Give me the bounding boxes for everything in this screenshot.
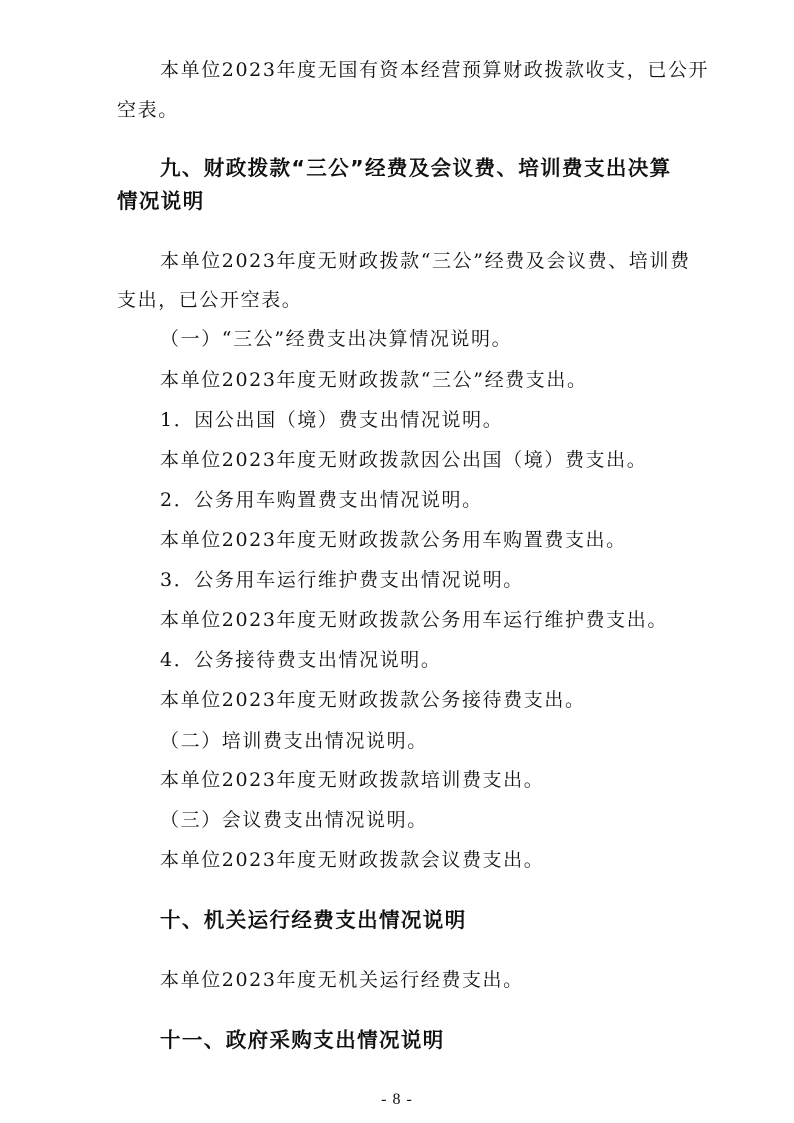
section-heading-9-cont: 情况说明: [117, 189, 205, 213]
paragraph-line: 支出，已公开空表。: [117, 289, 303, 311]
subsection-title: （一）“三公”经费支出决算情况说明。: [160, 328, 513, 350]
paragraph-line: 本单位2023年度无财政拨款公务用车运行维护费支出。: [160, 609, 668, 631]
paragraph-line: 空表。: [117, 99, 179, 121]
paragraph-line: 本单位2023年度无财政拨款因公出国（境）费支出。: [160, 449, 648, 471]
paragraph-line: 本单位2023年度无财政拨款培训费支出。: [160, 769, 545, 791]
paragraph-line: 本单位2023年度无财政拨款会议费支出。: [160, 849, 545, 871]
paragraph-line: 本单位2023年度无机关运行经费支出。: [160, 969, 524, 991]
paragraph-line: 本单位2023年度无财政拨款公务接待费支出。: [160, 689, 586, 711]
item-title: 1．因公出国（境）费支出情况说明。: [160, 409, 504, 431]
item-title: 2．公务用车购置费支出情况说明。: [160, 489, 483, 511]
paragraph-line: 本单位2023年度无财政拨款“三公”经费及会议费、培训费: [160, 250, 691, 272]
section-heading-11: 十一、政府采购支出情况说明: [160, 1028, 445, 1052]
subsection-title: （二）培训费支出情况说明。: [160, 730, 428, 752]
page-number: - 8 -: [381, 1091, 413, 1108]
paragraph-line: 本单位2023年度无国有资本经营预算财政拨款收支，已公开: [160, 59, 710, 81]
section-heading-9: 九、财政拨款“三公”经费及会议费、培训费支出决算: [160, 156, 672, 180]
subsection-title: （三）会议费支出情况说明。: [160, 809, 428, 831]
paragraph-line: 本单位2023年度无财政拨款“三公”经费支出。: [160, 369, 588, 391]
item-title: 4．公务接待费支出情况说明。: [160, 649, 442, 671]
section-heading-10: 十、机关运行经费支出情况说明: [160, 908, 467, 932]
paragraph-line: 本单位2023年度无财政拨款公务用车购置费支出。: [160, 529, 627, 551]
item-title: 3．公务用车运行维护费支出情况说明。: [160, 569, 524, 591]
